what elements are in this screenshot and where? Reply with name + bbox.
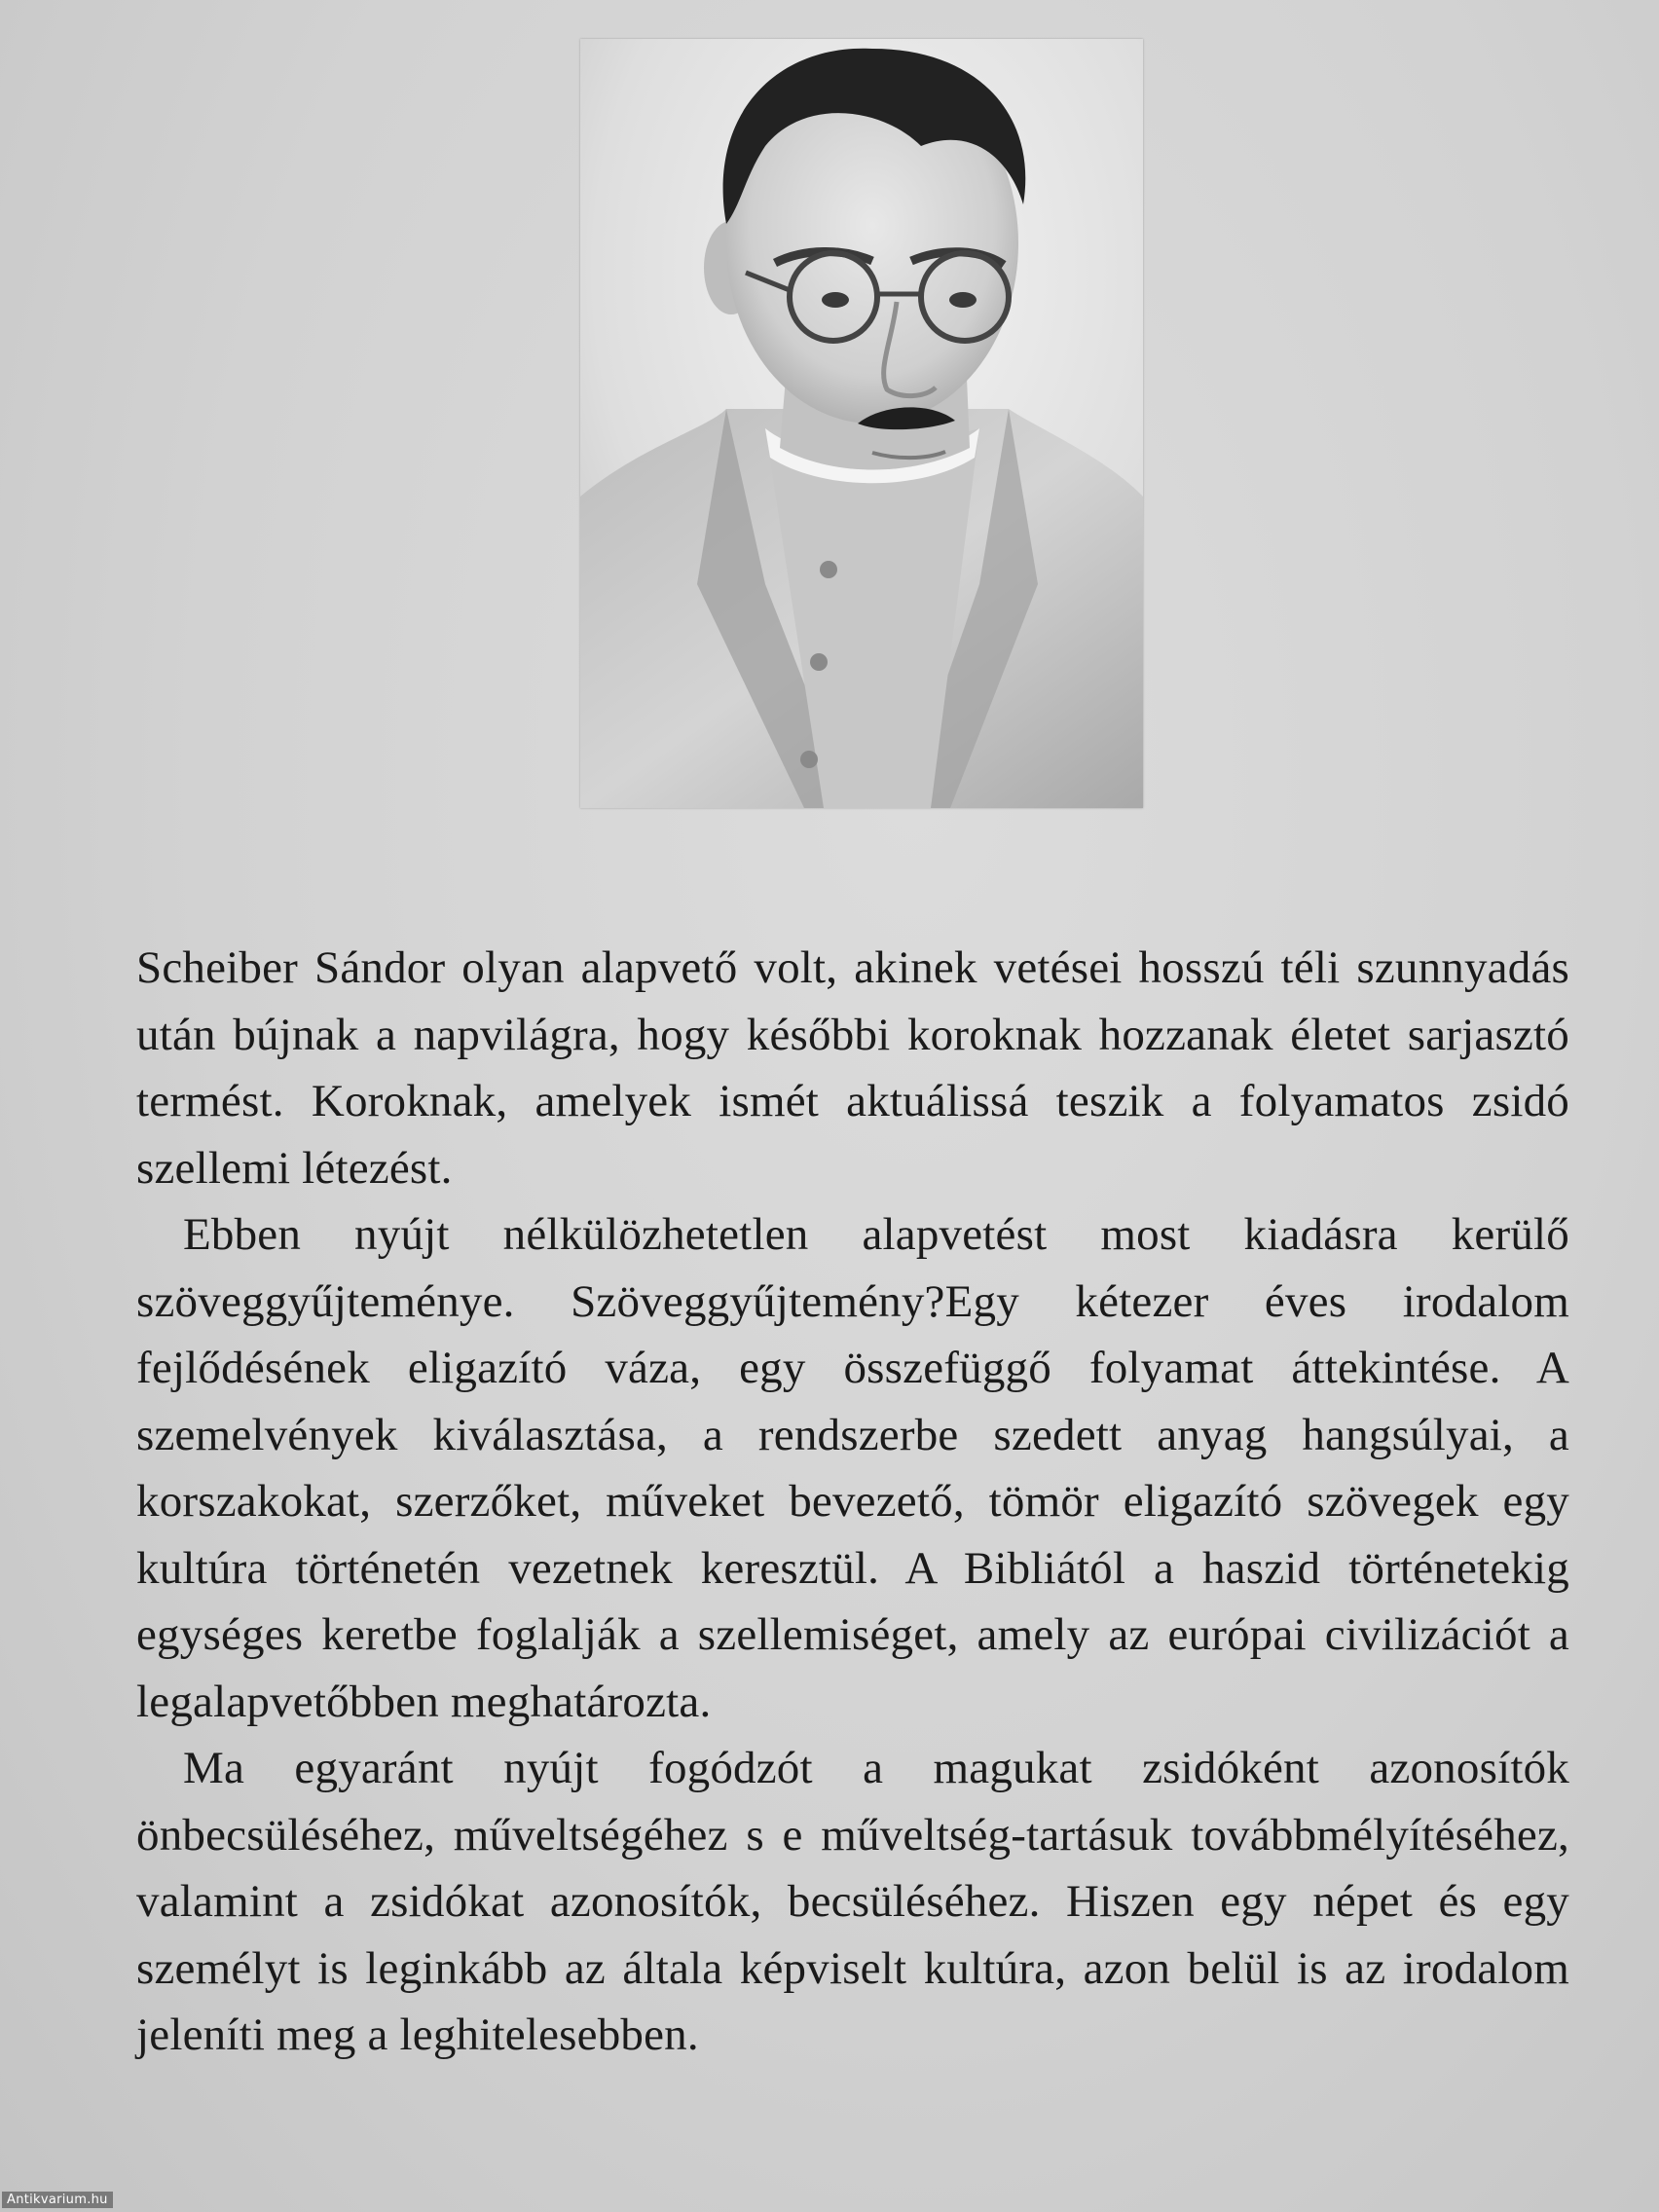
paragraph-3: Ma egyaránt nyújt fogódzót a magukat zsidóként azonosítók önbecsüléséhez, műveltségéhez s e műveltség-tartásuk továbbmélyítéséhez, valamint a zsidókat azonosítók, becsüléséhez. Hiszen egy népet és egy személyt is leginkább az általa képviselt kultúra, azon belül is az irodalom jeleníti meg a leghitelesebben. [136,1743,1569,2060]
paragraph-1: Scheiber Sándor olyan alapvető volt, akinek vetései hosszú téli szunnyadás után bújnak a napvilágra, hogy későbbi koroknak hozzanak életet sarjasztó termést. Koroknak, amelyek ismét aktuálissá teszik a folyamatos zsidó szellemi létezést. [136,942,1569,1194]
watermark: Antikvarium.hu [2,2192,113,2208]
portrait-photo-icon [580,39,1143,808]
author-portrait [580,39,1143,808]
paragraph-2: Ebben nyújt nélkülözhetetlen alapvetést most kiadásra kerülő szöveggyűjteménye. Szöveggyűjtemény?Egy kétezer éves irodalom fejlődésének eligazító váza, egy összefüggő folyamat áttekintése. A szemelvények kiválasztása, a rendszerbe szedett anyag hangsúlyai, a korszakokat, szerzőket, műveket bevezető, tömör eligazító szövegek egy kultúra történetén vezetnek keresztül. A Bibliától a haszid történetekig egységes keretbe foglalják a szellemiséget, amely az európai civilizációt a legalapvetőbben meghatározta. [136,1209,1569,1727]
back-cover-text [136,935,1569,2069]
